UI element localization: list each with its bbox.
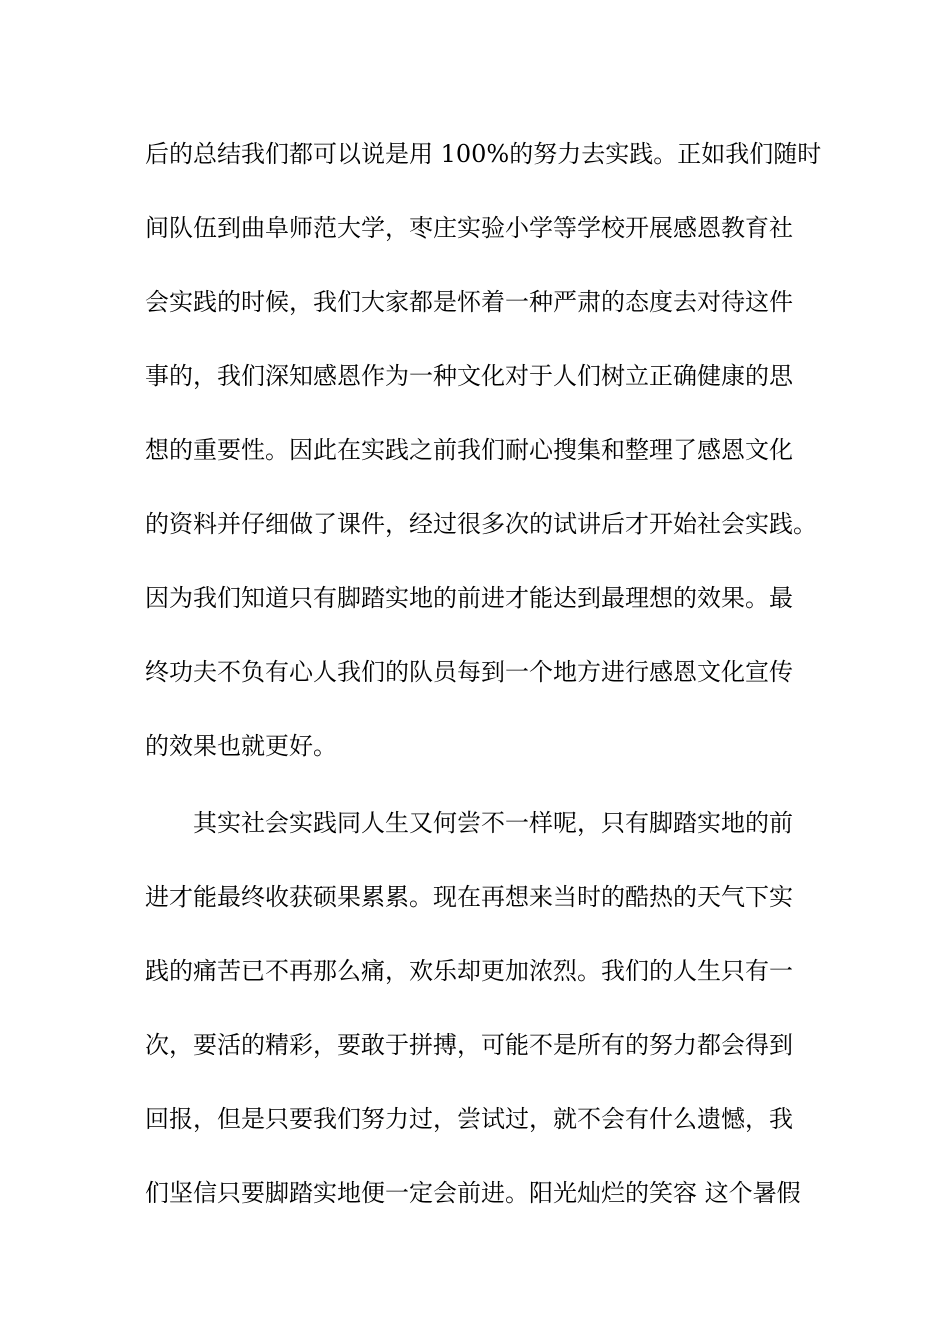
text-line: 终功夫不负有心人我们的队员每到一个地方进行感恩文化宣传 [145, 658, 793, 686]
text-line: 其实社会实践同人生又何尝不一样呢，只有脚踏实地的前 [193, 809, 793, 837]
text-line: 次，要活的精彩，要敢于拼搏，可能不是所有的努力都会得到 [145, 1031, 793, 1059]
text-line: 会实践的时候，我们大家都是怀着一种严肃的态度去对待这件 [145, 288, 793, 316]
text-line: 想的重要性。因此在实践之前我们耐心搜集和整理了感恩文化 [145, 436, 793, 464]
text-line: 后的总结我们都可以说是用 100%的努力去实践。正如我们随时 [145, 140, 822, 168]
text-line: 的效果也就更好。 [145, 732, 337, 760]
text-line: 事的，我们深知感恩作为一种文化对于人们树立正确健康的思 [145, 362, 793, 390]
text-line: 的资料并仔细做了课件，经过很多次的试讲后才开始社会实践。 [145, 510, 817, 538]
text-line: 因为我们知道只有脚踏实地的前进才能达到最理想的效果。最 [145, 584, 793, 612]
text-line: 们坚信只要脚踏实地便一定会前进。阳光灿烂的笑容 这个暑假 [145, 1179, 801, 1207]
text-line: 践的痛苦已不再那么痛，欢乐却更加浓烈。我们的人生只有一 [145, 957, 793, 985]
text-line: 回报，但是只要我们努力过，尝试过，就不会有什么遗憾，我 [145, 1105, 793, 1133]
text-line: 进才能最终收获硕果累累。现在再想来当时的酷热的天气下实 [145, 883, 793, 911]
text-line: 间队伍到曲阜师范大学，枣庄实验小学等学校开展感恩教育社 [145, 214, 793, 242]
